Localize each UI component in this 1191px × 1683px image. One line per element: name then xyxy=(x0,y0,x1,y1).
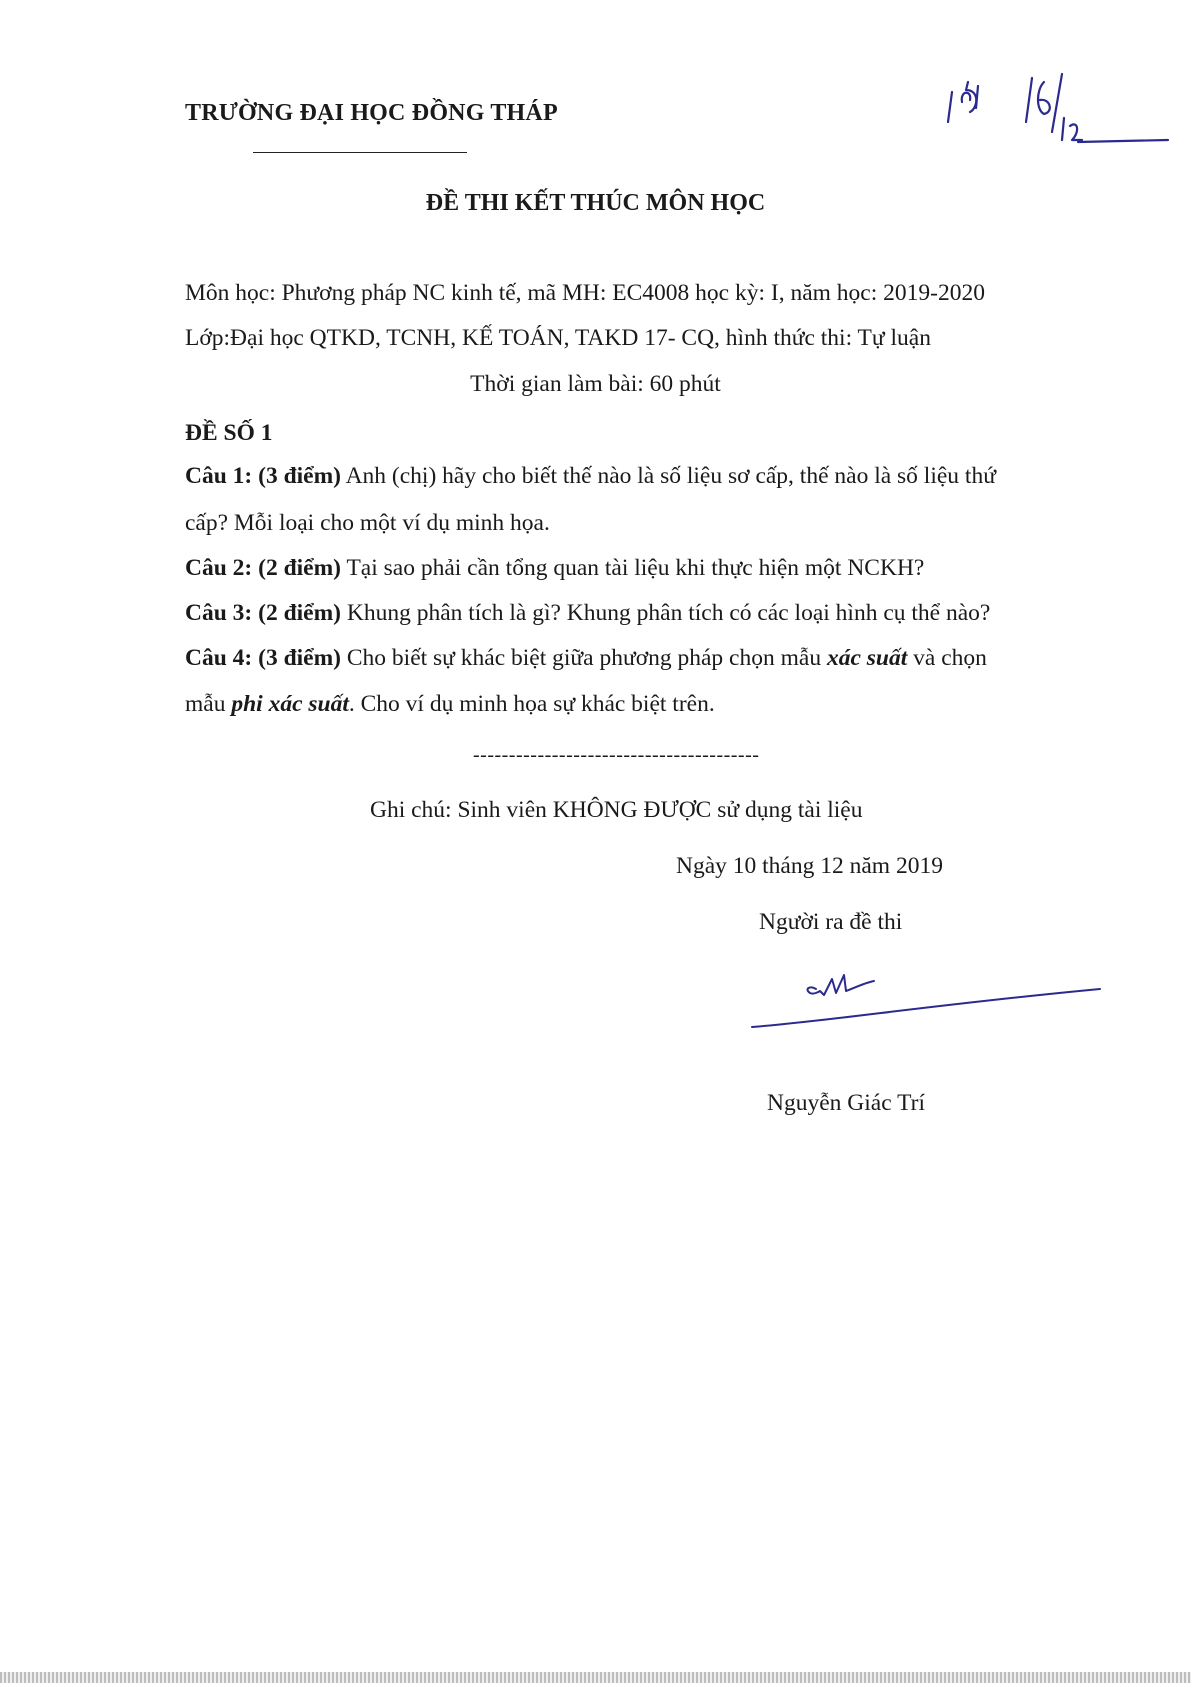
school-name-underline xyxy=(253,152,467,153)
separator-line: ---------------------------------------- xyxy=(473,744,760,766)
question-1-label: Câu 1: (3 điểm) xyxy=(185,463,341,489)
question-4-text-b: và chọn xyxy=(907,645,987,671)
question-4-line2-a: mẫu xyxy=(185,691,232,717)
question-4-text-a: Cho biết sự khác biệt giữa phương pháp chọn mẫu xyxy=(341,645,827,671)
exam-date: Ngày 10 tháng 12 năm 2019 xyxy=(676,853,943,879)
handwritten-note xyxy=(940,60,1180,170)
class-line: Lớp:Đại học QTKD, TCNH, KẾ TOÁN, TAKD 17- CQ, hình thức thi: Tự luận xyxy=(185,325,931,351)
question-1 xyxy=(185,463,996,490)
exam-code: ĐỀ SỐ 1 xyxy=(185,420,273,446)
school-name: TRƯỜNG ĐẠI HỌC ĐỒNG THÁP xyxy=(185,100,558,126)
exam-duration: Thời gian làm bài: 60 phút xyxy=(470,371,721,397)
question-1-text: Anh (chị) hãy cho biết thế nào là số liệu sơ cấp, thế nào là số liệu thứ xyxy=(341,463,996,489)
question-4-emphasis-nonprobability: phi xác suất xyxy=(231,691,349,717)
scan-edge-strip xyxy=(0,1672,1191,1683)
question-2-label: Câu 2: (2 điểm) xyxy=(185,555,341,581)
question-4 xyxy=(185,645,987,672)
subject-line: Môn học: Phương pháp NC kinh tế, mã MH: EC4008 học kỳ: I, năm học: 2019-2020 xyxy=(185,280,985,306)
question-4-emphasis-probability: xác suất xyxy=(826,645,908,671)
question-2 xyxy=(185,555,924,582)
signature xyxy=(740,965,1110,1035)
author-name: Nguyễn Giác Trí xyxy=(767,1090,925,1116)
question-3 xyxy=(185,600,990,627)
question-3-label: Câu 3: (2 điểm) xyxy=(185,600,341,626)
exam-note: Ghi chú: Sinh viên KHÔNG ĐƯỢC sử dụng tài liệu xyxy=(370,797,863,823)
exam-title: ĐỀ THI KẾT THÚC MÔN HỌC xyxy=(425,190,766,216)
question-4-line2-b: . Cho ví dụ minh họa sự khác biệt trên. xyxy=(348,691,715,717)
question-1-continuation: cấp? Mỗi loại cho một ví dụ minh họa. xyxy=(185,510,550,536)
question-2-text: Tại sao phải cần tổng quan tài liệu khi thực hiện một NCKH? xyxy=(341,555,925,581)
question-3-text: Khung phân tích là gì? Khung phân tích có các loại hình cụ thể nào? xyxy=(341,600,991,626)
question-4-label: Câu 4: (3 điểm) xyxy=(185,645,341,671)
author-label: Người ra đề thi xyxy=(759,909,903,935)
question-4-continuation xyxy=(185,691,715,718)
